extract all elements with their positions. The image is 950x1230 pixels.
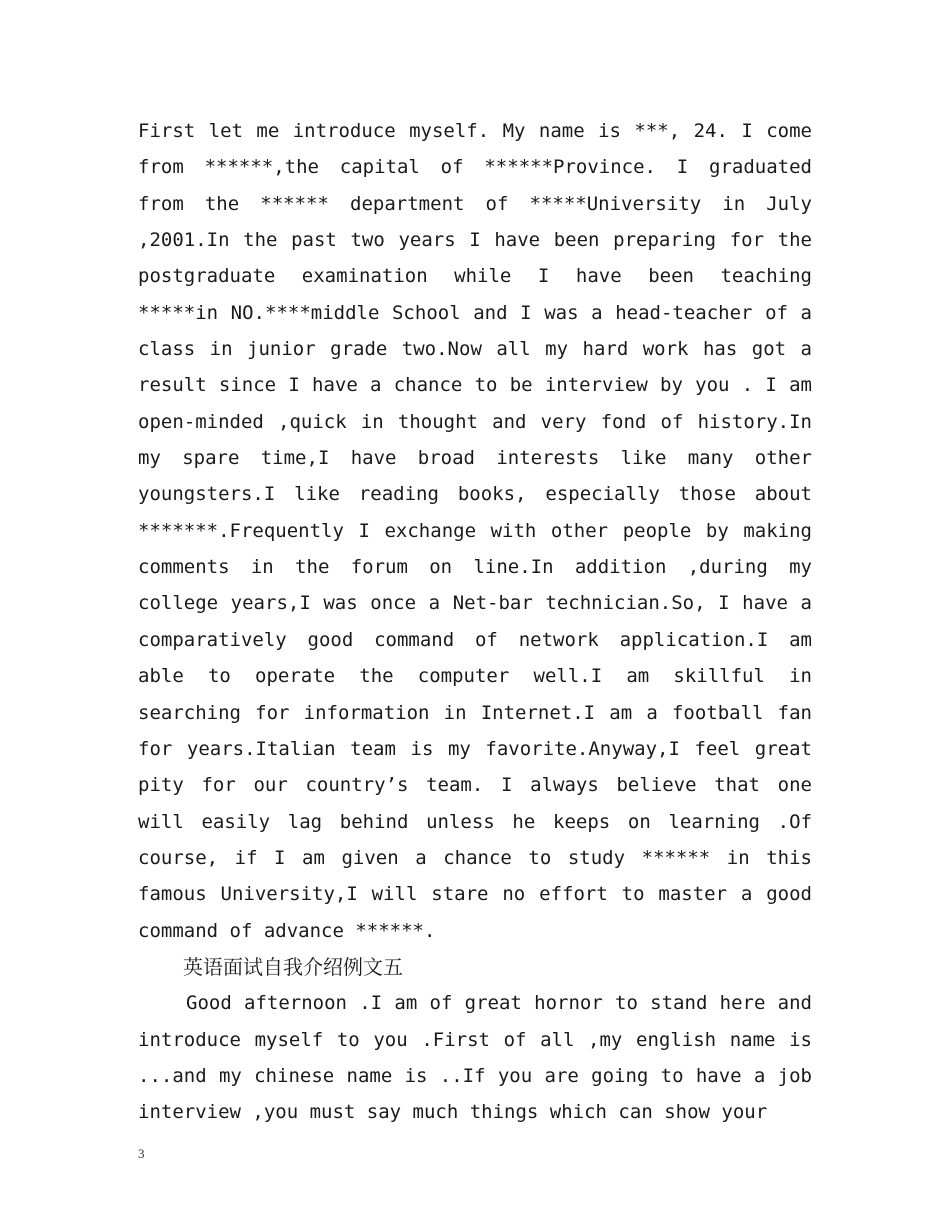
paragraph-good-afternoon: Good afternoon .I am of great hornor to stand here and introduce myself to you .First of all ,my english name is ...and my chinese name is ..If you are going to have a job interview ,you must say much things which can show your [138, 992, 812, 1124]
document-body [138, 113, 812, 1131]
paragraph-self-introduction: First let me introduce myself. My name is ***, 24. I come from ******,the capital of ******Province. I graduated from the ****** department of *****University in July ,2001.In the past two years I have been preparing for the postgraduate examination while I have been teaching *****in NO.****middle School and I was a head-teacher of a class in junior grade two.Now all my hard work has got a result since I have a chance to be interview by you . I am open-minded ,quick in thought and very fond of history.In my spare time,I have broad interests like many other youngsters.I like reading books, especially those about *******.Frequently I exchange with other people by making comments in the forum on line.In addition ,during my college years,I was once a Net-bar technician.So, I have a comparatively good command of network application.I am able to operate the computer well.I am skillful in searching for information in Internet.I am a football fan for years.Italian team is my favorite.Anyway,I feel great pity for our country’s team. I always believe that one will easily lag behind unless he keeps on learning .Of course, if I am given a chance to study ****** in this famous University,I will stare no effort to master a good command of advance ******. [138, 120, 812, 942]
page-number: 3 [138, 1146, 145, 1161]
section-heading: 英语面试自我介绍例文五 [183, 954, 403, 979]
